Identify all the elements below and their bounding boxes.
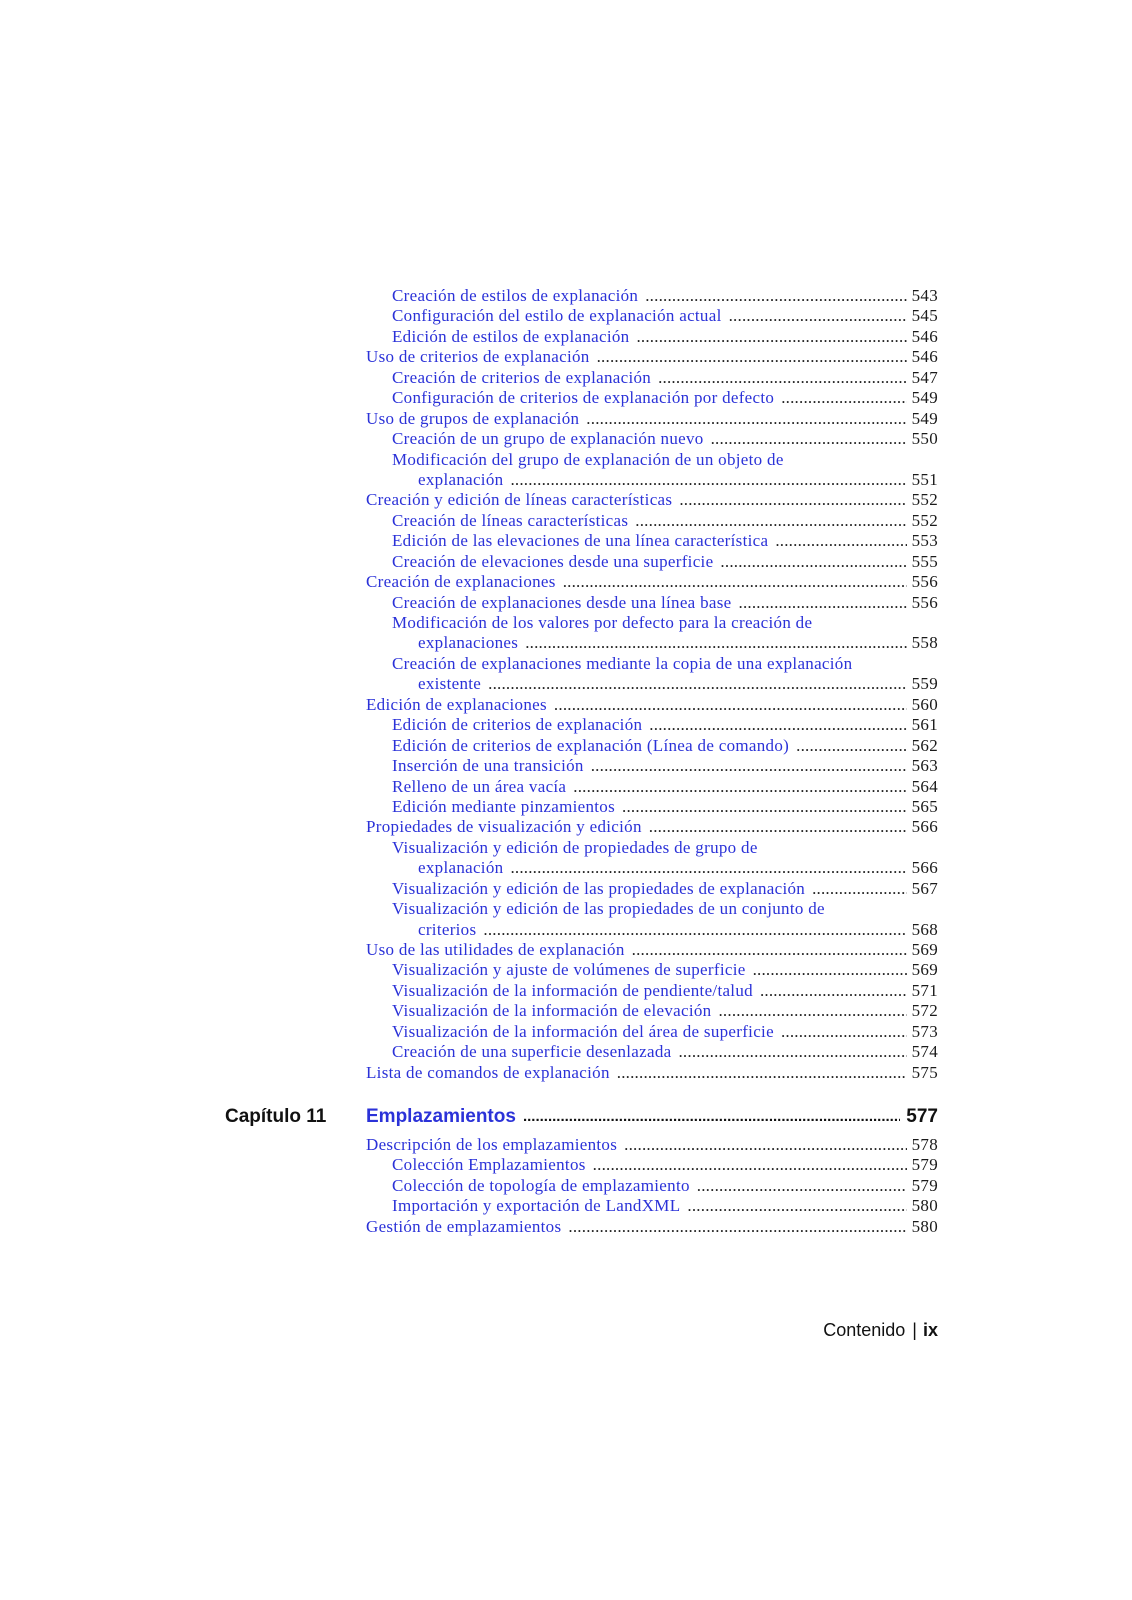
toc-entry[interactable]	[366, 511, 938, 531]
toc-entry-title-continued[interactable]: explanación	[418, 858, 504, 878]
toc-page-number: 550	[911, 429, 938, 449]
dot-leader	[488, 674, 906, 694]
toc-list-sites	[366, 1135, 938, 1237]
dot-leader	[586, 409, 906, 429]
toc-entry-title[interactable]: Visualización de la información del área de superficie	[392, 1021, 774, 1041]
toc-entry-line	[366, 940, 938, 960]
toc-entry-title[interactable]: Inserción de una transición	[392, 756, 584, 776]
toc-entry[interactable]	[366, 879, 938, 899]
dot-leader	[597, 347, 907, 367]
toc-page-number: 546	[911, 347, 938, 367]
toc-page-number: 574	[911, 1042, 938, 1062]
toc-entry-line	[366, 695, 938, 715]
toc-entry-title[interactable]: Visualización y ajuste de volúmenes de superficie	[392, 960, 746, 980]
toc-entry[interactable]	[366, 940, 938, 960]
toc-page-number: 563	[911, 756, 938, 776]
toc-entry-line	[366, 593, 938, 613]
toc-page-number: 580	[911, 1196, 938, 1216]
toc-page-number: 551	[911, 469, 938, 489]
toc-entry-line-continued	[366, 858, 938, 878]
toc-entry[interactable]	[366, 286, 938, 306]
toc-entry-line	[366, 450, 938, 470]
toc-entry-title[interactable]: Visualización de la información de pendiente/talud	[392, 980, 753, 1000]
toc-page-number: 553	[911, 531, 938, 551]
toc-entry-line	[366, 817, 938, 837]
toc-page-number: 546	[911, 326, 938, 346]
toc-entry[interactable]	[366, 817, 938, 837]
toc-entry-line	[366, 899, 938, 919]
dot-leader	[711, 429, 907, 449]
toc-entry[interactable]	[366, 981, 938, 1001]
dot-leader	[591, 756, 907, 776]
toc-entry[interactable]	[366, 736, 938, 756]
toc-entry-line	[366, 736, 938, 756]
toc-entry[interactable]	[366, 1155, 938, 1175]
toc-entry-line	[366, 327, 938, 347]
toc-page-number: 569	[911, 940, 938, 959]
toc-entry-title[interactable]: Descripción de los emplazamientos	[366, 1135, 618, 1154]
dot-leader	[632, 940, 907, 960]
dot-leader	[554, 695, 907, 715]
toc-entry-title-continued[interactable]: explanación	[418, 469, 504, 489]
toc-page-number: 562	[911, 735, 938, 755]
dot-leader	[687, 1196, 906, 1216]
toc-entry-line	[366, 531, 938, 551]
toc-entry-title[interactable]: Edición de criterios de explanación (Línea de comando)	[392, 735, 790, 755]
toc-entry-title[interactable]: Creación y edición de líneas características	[366, 490, 673, 510]
toc-entry-title[interactable]: Edición de las elevaciones de una línea característica	[392, 531, 769, 551]
chapter-page-number: 577	[906, 1106, 938, 1127]
dot-leader	[573, 777, 906, 797]
toc-page-number: 549	[911, 388, 938, 408]
toc-page-number: 547	[911, 367, 938, 387]
toc-entry-title[interactable]: Gestión de emplazamientos	[366, 1216, 562, 1236]
toc-entry-title[interactable]: Visualización y edición de las propiedades de un conjunto de	[392, 899, 825, 919]
toc-entry-title[interactable]: Relleno de un área vacía	[392, 776, 567, 796]
dot-leader	[739, 593, 907, 613]
toc-page-number: 549	[911, 408, 938, 428]
toc-entry-line	[366, 777, 938, 797]
toc-entry[interactable]	[366, 1217, 938, 1237]
toc-entry-title[interactable]: Uso de las utilidades de explanación	[366, 940, 625, 959]
toc-page-number: 564	[911, 776, 938, 796]
dot-leader	[775, 531, 906, 551]
toc-entry-line	[366, 613, 938, 633]
toc-entry-title[interactable]: Lista de comandos de explanación	[366, 1062, 610, 1082]
toc-entry-line	[366, 552, 938, 572]
toc-entry-title[interactable]: Colección Emplazamientos	[392, 1155, 586, 1175]
dot-leader	[729, 306, 907, 326]
toc-entry-line	[366, 1217, 938, 1237]
toc-entry-title[interactable]: Edición de estilos de explanación	[392, 326, 630, 346]
toc-entry-line-continued	[366, 674, 938, 694]
toc-entry[interactable]	[366, 695, 938, 715]
dot-leader	[593, 1155, 907, 1175]
toc-entry-line-continued	[366, 633, 938, 653]
footer-separator: |	[912, 1320, 917, 1340]
toc-entry[interactable]	[366, 593, 938, 613]
toc-entry-title[interactable]: Uso de criterios de explanación	[366, 347, 590, 367]
chapter-title[interactable]: Emplazamientos	[366, 1106, 516, 1127]
toc-entry[interactable]	[366, 654, 938, 695]
toc-entry[interactable]	[366, 1196, 938, 1216]
toc-entry[interactable]	[366, 531, 938, 551]
toc-page-number: 559	[911, 674, 938, 694]
toc-page-number: 560	[911, 694, 938, 714]
toc-entry[interactable]	[366, 572, 938, 592]
dot-leader	[617, 1063, 907, 1083]
toc-entry-title[interactable]: Modificación de los valores por defecto para la creación de	[392, 613, 813, 632]
toc-entry[interactable]	[366, 613, 938, 654]
toc-page-number: 555	[911, 551, 938, 571]
dot-leader	[718, 1001, 906, 1021]
toc-entry-line	[366, 1176, 938, 1196]
toc-entry-line	[366, 960, 938, 980]
toc-page-number: 552	[911, 510, 938, 530]
toc-entry-line-continued	[366, 920, 938, 940]
toc-entry[interactable]	[366, 1042, 938, 1062]
dot-leader	[720, 552, 906, 572]
toc-page-number: 578	[911, 1135, 938, 1154]
toc-page-number: 558	[911, 633, 938, 653]
toc-entry[interactable]	[366, 715, 938, 735]
toc-entry-line	[366, 756, 938, 776]
toc-entry-line	[366, 879, 938, 899]
toc-entry[interactable]	[366, 756, 938, 776]
dot-leader	[510, 470, 906, 490]
dot-leader	[796, 736, 906, 756]
toc-entry[interactable]	[366, 899, 938, 940]
toc-entry-line	[366, 286, 938, 306]
toc-entry-title-continued[interactable]: existente	[418, 674, 482, 694]
dot-leader	[635, 511, 906, 531]
toc-entry-line	[366, 1135, 938, 1155]
toc-entry-title[interactable]: Edición de explanaciones	[366, 694, 547, 714]
toc-page-number: 573	[911, 1021, 938, 1041]
toc-entry-line	[366, 797, 938, 817]
toc-page-number: 568	[911, 919, 938, 939]
toc-page-number: 566	[911, 817, 938, 837]
toc-page-number: 579	[911, 1155, 938, 1175]
toc-entry-line	[366, 572, 938, 592]
toc-entry-line	[366, 511, 938, 531]
toc-entry-title[interactable]: Configuración del estilo de explanación actual	[392, 306, 722, 326]
toc-entry-title[interactable]: Modificación del grupo de explanación de un objeto de	[392, 449, 784, 469]
dot-leader	[510, 858, 906, 878]
dot-leader	[658, 368, 907, 388]
toc-entry[interactable]	[366, 777, 938, 797]
toc-entry-title[interactable]: Visualización y edición de propiedades de grupo de	[392, 837, 758, 857]
footer-label: Contenido	[823, 1320, 906, 1340]
dot-leader	[679, 490, 906, 510]
toc-page-number: 571	[911, 980, 938, 1000]
dot-leader	[525, 633, 906, 653]
dot-leader	[636, 327, 906, 347]
toc-page-number: 575	[911, 1062, 938, 1082]
toc-entry[interactable]	[366, 450, 938, 491]
toc-entry-title[interactable]: Creación de un grupo de explanación nuevo	[392, 429, 704, 449]
toc-page-number: 580	[911, 1216, 938, 1236]
toc-entry-title[interactable]: Edición mediante pinzamientos	[392, 796, 616, 816]
toc-entry-line	[366, 715, 938, 735]
toc-page-number: 556	[911, 592, 938, 612]
toc-entry[interactable]	[366, 429, 938, 449]
toc-entry-line	[366, 1042, 938, 1062]
chapter-heading[interactable]	[225, 1105, 938, 1129]
dot-leader	[563, 572, 907, 592]
toc-entry-title[interactable]: Creación de una superficie desenlazada	[392, 1042, 672, 1062]
toc-entry[interactable]	[366, 960, 938, 980]
toc-entry[interactable]	[366, 490, 938, 510]
dot-leader	[697, 1176, 907, 1196]
toc-page-number: 569	[911, 960, 938, 980]
toc-entry-title[interactable]: Visualización y edición de las propiedades de explanación	[392, 878, 806, 898]
dot-leader	[523, 1105, 900, 1129]
toc-entry[interactable]	[366, 1176, 938, 1196]
toc-entry-line-continued	[366, 470, 938, 490]
toc-entry-line	[366, 1063, 938, 1083]
toc-entry-title-continued[interactable]: explanaciones	[418, 633, 519, 653]
toc-entry-title[interactable]: Propiedades de visualización y edición	[366, 817, 642, 837]
toc-entry-line	[366, 654, 938, 674]
dot-leader	[568, 1217, 906, 1237]
toc-entry-line	[366, 1155, 938, 1175]
chapter-label: Capítulo 11	[225, 1106, 327, 1127]
toc-entry-line	[366, 490, 938, 510]
toc-entry-title[interactable]: Visualización de la información de elevación	[392, 1001, 712, 1021]
toc-page-number: 556	[911, 572, 938, 592]
toc-entry[interactable]	[366, 1135, 938, 1155]
toc-entry-title[interactable]: Creación de explanaciones	[366, 572, 556, 592]
toc-entry-line	[366, 388, 938, 408]
toc-entry[interactable]	[366, 1022, 938, 1042]
toc-entry-title[interactable]: Edición de criterios de explanación	[392, 715, 643, 735]
toc-list-grading	[366, 286, 938, 1083]
toc-entry-line	[366, 409, 938, 429]
toc-entry-line	[366, 1022, 938, 1042]
toc-entry-title-continued[interactable]: criterios	[418, 919, 477, 939]
toc-entry[interactable]	[366, 552, 938, 572]
toc-entry[interactable]	[366, 1063, 938, 1083]
toc-entry-line	[366, 368, 938, 388]
dot-leader	[483, 920, 906, 940]
toc-page-number: 572	[911, 1001, 938, 1021]
toc-entry-title[interactable]: Creación de explanaciones mediante la copia de una explanación	[392, 653, 853, 673]
dot-leader	[781, 388, 906, 408]
toc-entry-line	[366, 838, 938, 858]
toc-entry-line	[366, 347, 938, 367]
toc-entry[interactable]	[366, 1001, 938, 1021]
toc-entry-line	[366, 306, 938, 326]
dot-leader	[622, 797, 907, 817]
dot-leader	[649, 715, 906, 735]
toc-entry[interactable]	[366, 368, 938, 388]
dot-leader	[649, 817, 907, 837]
footer-page-number: ix	[922, 1320, 938, 1340]
toc-page-number: 545	[911, 306, 938, 326]
toc-page-number: 561	[911, 715, 938, 735]
toc-entry-title[interactable]: Creación de estilos de explanación	[392, 286, 639, 305]
dot-leader	[753, 960, 907, 980]
dot-leader	[812, 879, 907, 899]
toc-entry-line	[366, 1196, 938, 1216]
toc-entry[interactable]	[366, 797, 938, 817]
toc-entry-title[interactable]: Colección de topología de emplazamiento	[392, 1175, 690, 1195]
dot-leader	[678, 1042, 906, 1062]
toc-entry[interactable]	[366, 388, 938, 408]
toc-entry-title[interactable]: Configuración de criterios de explanación por defecto	[392, 388, 775, 408]
toc-entry-title[interactable]: Importación y exportación de LandXML	[392, 1196, 681, 1216]
page-footer	[823, 1318, 938, 1342]
toc-entry-title[interactable]: Creación de explanaciones desde una línea base	[392, 592, 732, 612]
toc-page-number: 552	[911, 490, 938, 510]
toc-entry[interactable]	[366, 327, 938, 347]
dot-leader	[624, 1135, 906, 1155]
toc-entry-title[interactable]: Creación de líneas características	[392, 510, 629, 530]
toc-entry[interactable]	[366, 306, 938, 326]
toc-entry[interactable]	[366, 409, 938, 429]
dot-leader	[760, 981, 907, 1001]
toc-page-number: 566	[911, 858, 938, 878]
toc-entry[interactable]	[366, 838, 938, 879]
toc-entry-title[interactable]: Creación de criterios de explanación	[392, 367, 652, 387]
toc-entry-line	[366, 429, 938, 449]
toc-page-number: 543	[911, 286, 938, 305]
toc-page-number: 567	[911, 878, 938, 898]
toc-entry-title[interactable]: Uso de grupos de explanación	[366, 408, 580, 428]
toc-entry-line	[366, 981, 938, 1001]
dot-leader	[645, 286, 906, 306]
toc-page-number: 579	[911, 1175, 938, 1195]
dot-leader	[781, 1022, 907, 1042]
toc-entry-title[interactable]: Creación de elevaciones desde una superficie	[392, 551, 714, 571]
toc-entry[interactable]	[366, 347, 938, 367]
toc-entry-line	[366, 1001, 938, 1021]
toc-page-number: 565	[911, 796, 938, 816]
